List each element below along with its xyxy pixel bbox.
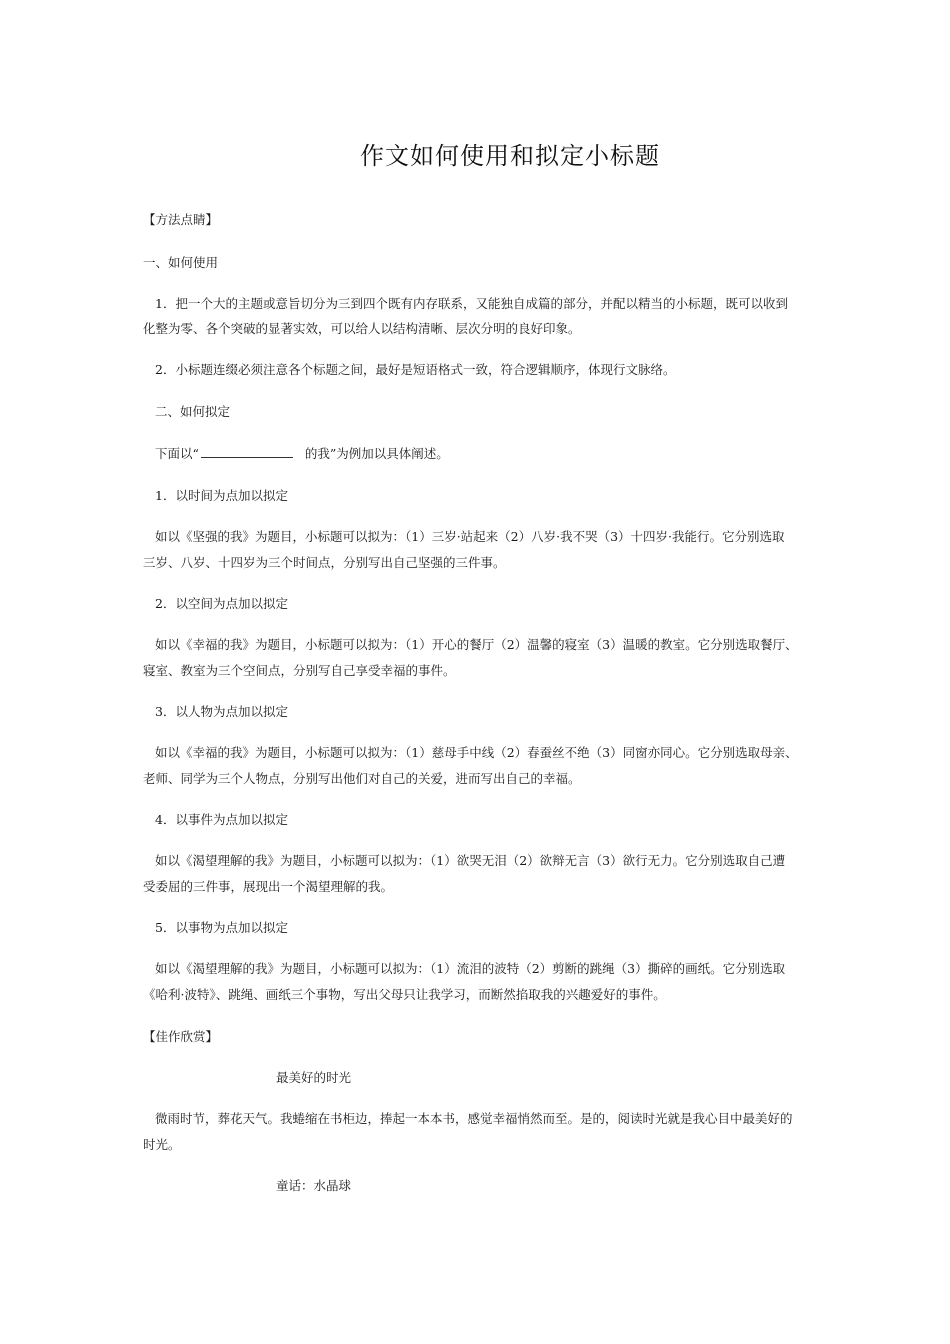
heading-how-to-use: 一、如何使用	[143, 255, 219, 270]
paragraph-line: 化整为零、各个突破的显著实效，可以给人以结构清晰、层次分明的良好印象。	[143, 321, 581, 336]
example-line: 如以《渴望理解的我》为题目，小标题可以拟为：（1）欲哭无泪（2）欲辩无言（3）欲行无力。它分别选取自己遭	[155, 853, 786, 868]
essay-subtitle: 童话：水晶球	[276, 1178, 352, 1193]
document-title: 作文如何使用和拟定小标题	[360, 142, 660, 170]
method-heading: 5．以事物为点加以拟定	[155, 920, 288, 935]
method-heading: 2．以空间为点加以拟定	[155, 596, 288, 611]
example-line: 寝室、教室为三个空间点，分别写自己享受幸福的事件。	[143, 663, 456, 678]
example-line: 如以《坚强的我》为题目，小标题可以拟为：（1）三岁·站起来（2）八岁·我不哭（3）十四岁·我能行。它分别选取	[155, 529, 785, 544]
example-line: 老师、同学为三个人物点，分别写出他们对自己的关爱，进而写出自己的幸福。	[143, 771, 581, 786]
essay-paragraph-line: 微雨时节，葬花天气。我蜷缩在书柜边，捧起一本本书，感觉幸福悄然而至。是的，阅读时光就是我心目中最美好的	[155, 1111, 793, 1126]
paragraph-line: 2．小标题连缀必须注意各个标题之间，最好是短语格式一致，符合逻辑顺序，体现行文脉络。	[155, 362, 676, 377]
intro-text-end: 的我”为例加以具体阐述。	[304, 446, 449, 461]
method-heading: 1．以时间为点加以拟定	[155, 488, 288, 503]
section-heading-essay: 【佳作欣赏】	[143, 1029, 219, 1044]
method-heading: 4．以事件为点加以拟定	[155, 812, 288, 827]
intro-text-start: 下面以“	[155, 446, 199, 461]
example-line: 《哈利·波特》、跳绳、画纸三个事物，写出父母只让我学习，而断然掐取我的兴趣爱好的事件。	[143, 987, 666, 1002]
fill-in-blank	[201, 446, 293, 458]
essay-title: 最美好的时光	[276, 1070, 352, 1085]
example-line: 三岁、八岁、十四岁为三个时间点，分别写出自己坚强的三件事。	[143, 555, 506, 570]
essay-paragraph-line: 时光。	[143, 1137, 181, 1152]
section-heading-method: 【方法点睛】	[143, 212, 219, 227]
method-heading: 3．以人物为点加以拟定	[155, 704, 288, 719]
intro-line	[155, 446, 449, 462]
example-line: 如以《幸福的我》为题目，小标题可以拟为：（1）开心的餐厅（2）温馨的寝室（3）温暖的教室。它分别选取餐厅、	[155, 637, 798, 652]
heading-how-to-draft: 二、如何拟定	[155, 404, 231, 419]
example-line: 受委屈的三件事，展现出一个渴望理解的我。	[143, 879, 394, 894]
paragraph-line: 1．把一个大的主题或意旨切分为三到四个既有内存联系，又能独自成篇的部分，并配以精当的小标题，既可以收到	[155, 296, 788, 311]
example-line: 如以《幸福的我》为题目，小标题可以拟为：（1）慈母手中线（2）春蚕丝不绝（3）同窗亦同心。它分别选取母亲、	[155, 745, 798, 760]
example-line: 如以《渴望理解的我》为题目，小标题可以拟为：（1）流泪的波特（2）剪断的跳绳（3）撕碎的画纸。它分别选取	[155, 961, 786, 976]
